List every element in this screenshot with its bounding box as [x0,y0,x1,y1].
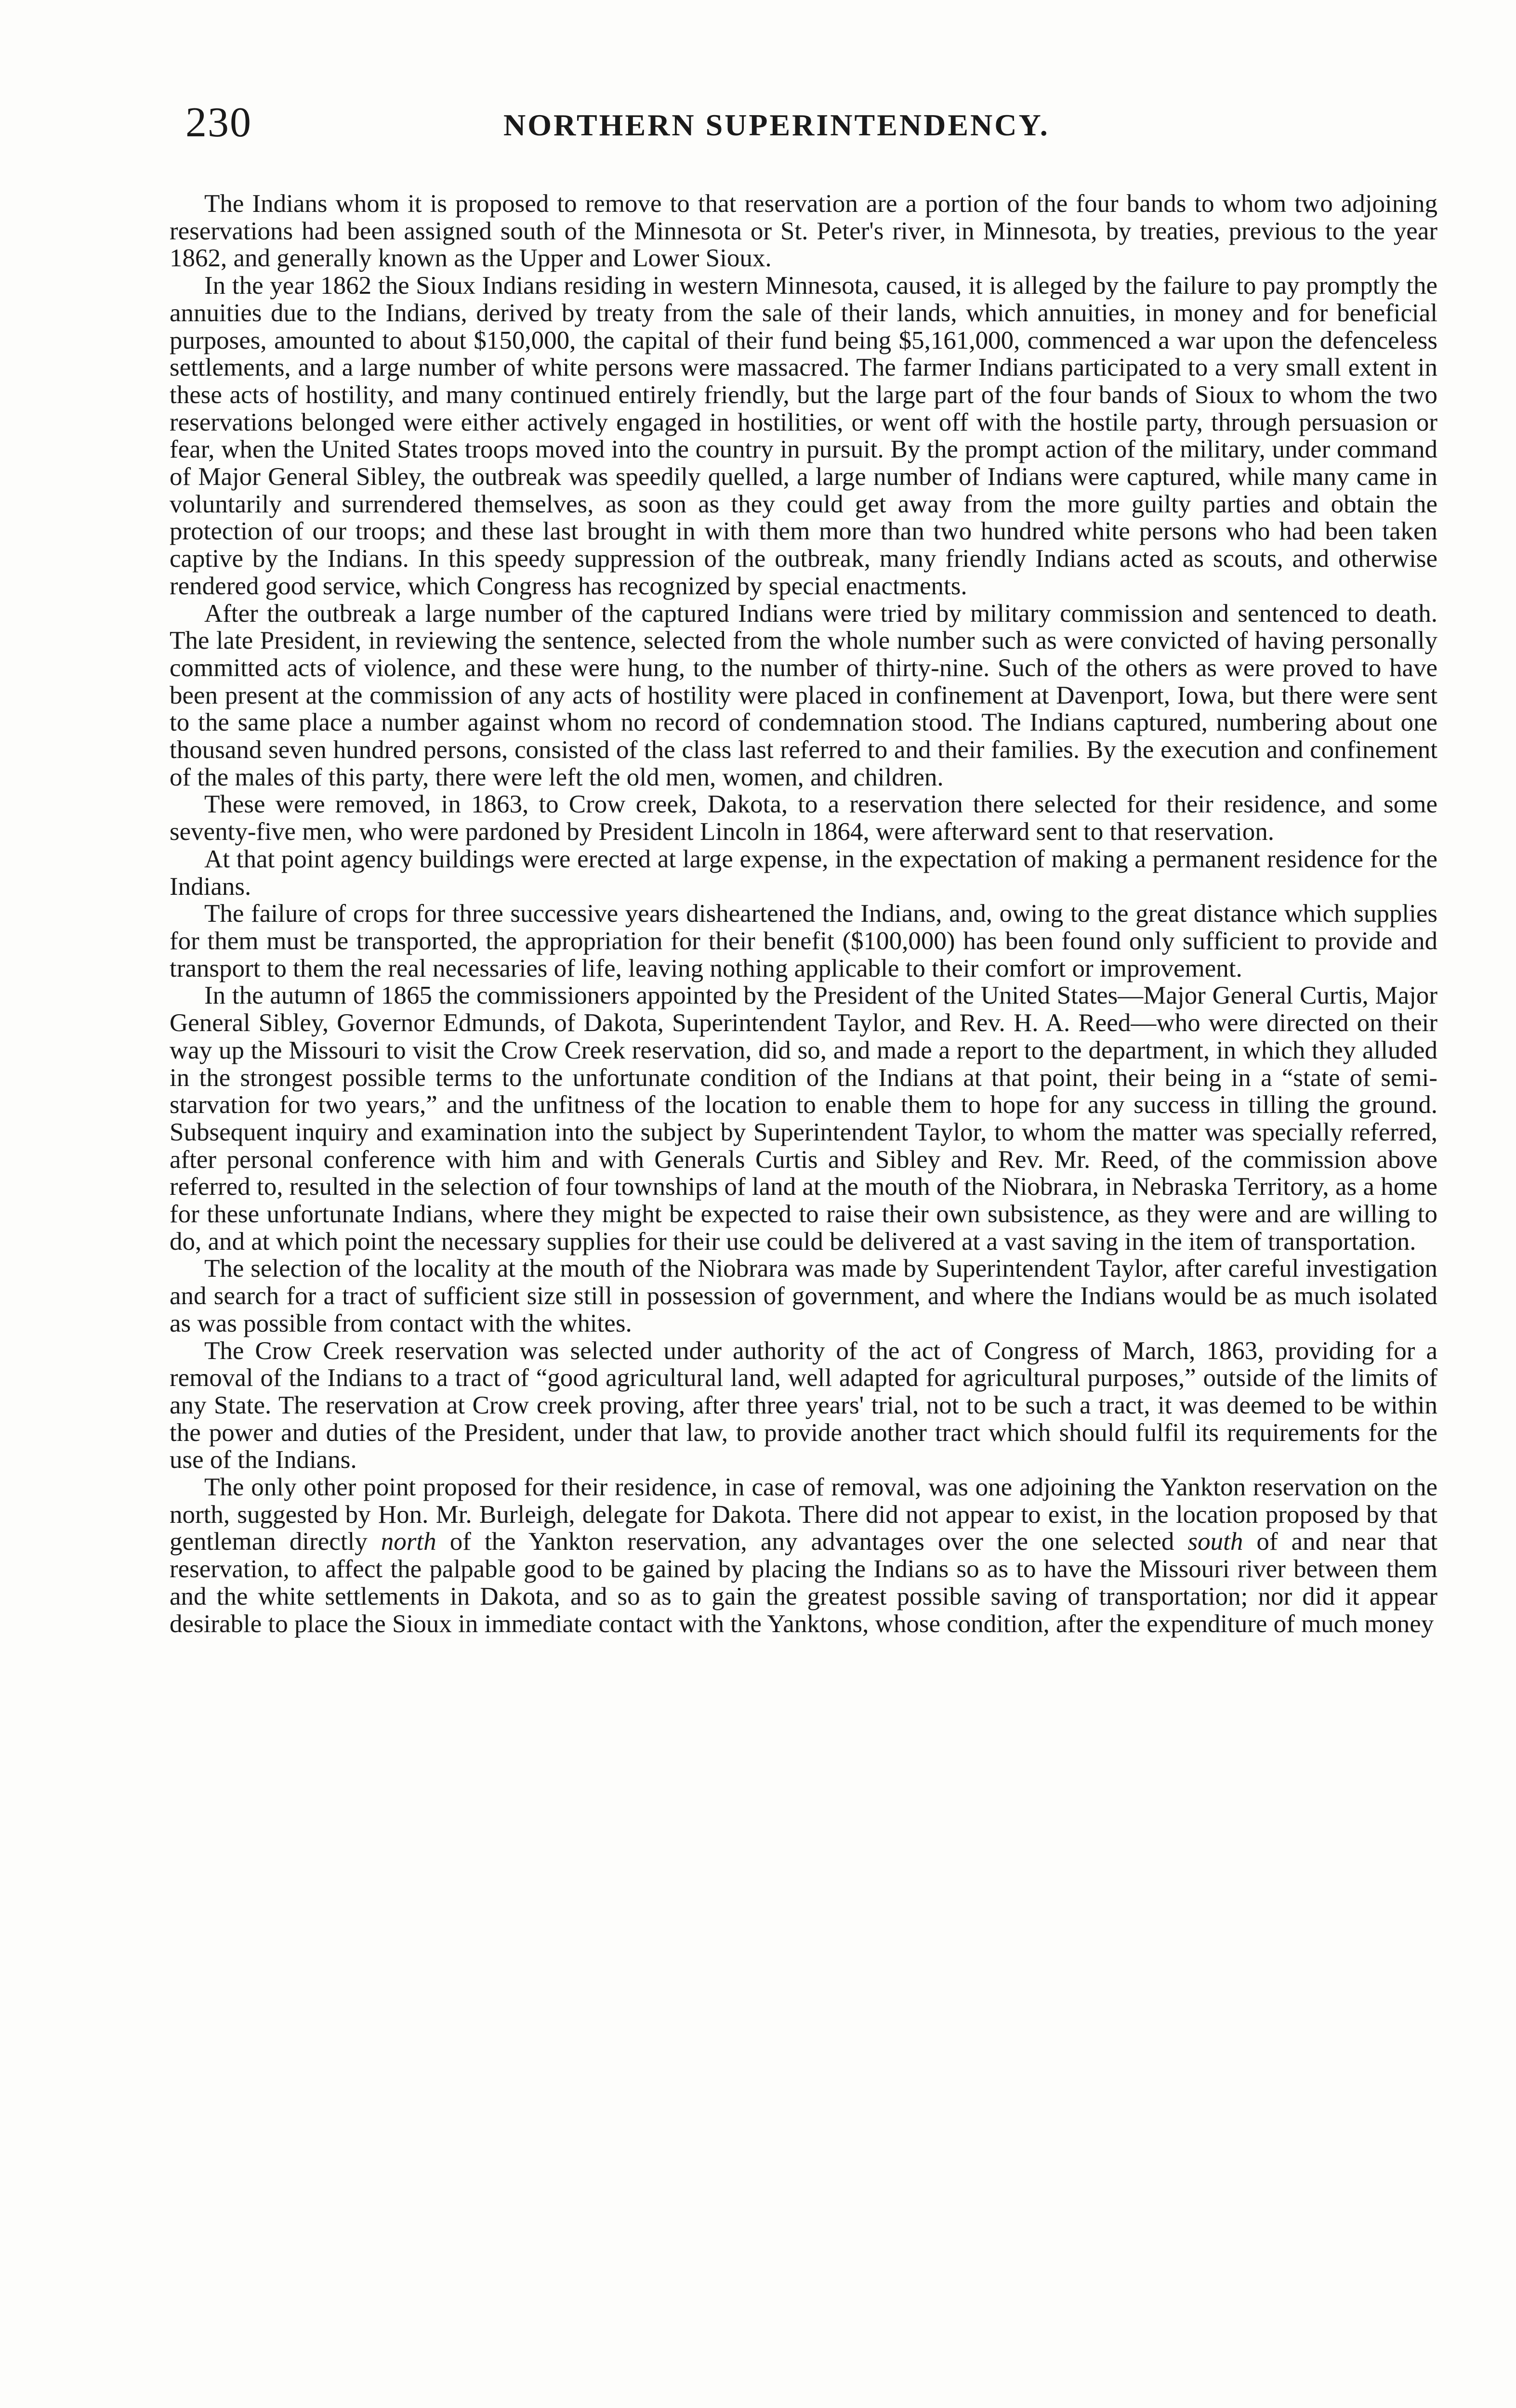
paragraph-1: The Indians whom it is proposed to remove to that reservation are a portion of the four bands to whom two adjoining reservations had been assigned south of the Minnesota or St. Peter's river, in Minnesota, by treaties, previous to the year 1862, and generally known as the Upper and Lower Sioux. [170,190,1437,273]
paragraph-7: In the autumn of 1865 the commissioners appointed by the President of the United States—Major General Curtis, Major General Sibley, Governor Edmunds, of Dakota, Superintendent Taylor, and Rev. H. A. Reed—who were directed on their way up the Missouri to visit the Crow Creek reservation, did so, and made a report to the department, in which they alluded in the strongest possible terms to the unfortunate condition of the Indians at that point, their being in a “state of semi-starvation for two years,” and the unfitness of the location to enable them to hope for any success in tilling the ground. Subsequent inquiry and examination into the subject by Superintendent Taylor, to whom the matter was specially referred, after personal conference with him and with Generals Curtis and Sibley and Rev. Mr. Reed, of the commission above referred to, resulted in the selection of four townships of land at the mouth of the Niobrara, in Nebraska Territory, as a home for these unfortunate Indians, where they might be expected to raise their own subsistence, as they were and are willing to do, and at which point the necessary supplies for their use could be delivered at a vast saving in the item of transportation. [170,982,1437,1256]
paragraph-5: At that point agency buildings were erected at large expense, in the expectation of making a permanent residence for the Indians. [170,845,1437,901]
paragraph-4: These were removed, in 1863, to Crow creek, Dakota, to a reservation there selected for their residence, and some seventy-five men, who were pardoned by President Lincoln in 1864, were afterward sent to that reservation. [170,790,1437,846]
page-number: 230 [185,99,252,146]
paragraph-6: The failure of crops for three successive years disheartened the Indians, and, owing to the great distance which supplies for them must be transported, the appropriation for their benefit ($100,000) has been found only sufficient to provide and transport to them the real necessaries of life, leaving nothing applicable to their comfort or improvement. [170,900,1437,982]
paragraph-2: In the year 1862 the Sioux Indians residing in western Minnesota, caused, it is alleged by the failure to pay promptly the annuities due to the Indians, derived by treaty from the sale of their lands, which annuities, in money and for beneficial purposes, amounted to about $150,000, the capital of their fund being $5,161,000, commenced a war upon the defenceless settlements, and a large number of white persons were massacred. The farmer Indians participated to a very small extent in these acts of hostility, and many continued entirely friendly, but the large part of the four bands of Sioux to whom the two reservations belonged were either actively engaged in hostilities, or went off with the hostile party, through persuasion or fear, when the United States troops moved into the country in pursuit. By the prompt action of the military, under command of Major General Sibley, the outbreak was speedily quelled, a large number of Indians were captured, while many came in voluntarily and surrendered themselves, as soon as they could get away from the more guilty parties and obtain the protection of our troops; and these last brought in with them more than two hundred white persons who had been taken captive by the Indians. In this speedy suppression of the outbreak, many friendly Indians acted as scouts, and otherwise rendered good service, which Congress has recognized by special enactments. [170,272,1437,600]
paragraph-10-part-1: The only other point proposed for their residence, in case of removal, was one adjoining the Yankton reservation on the north, suggested by Hon. Mr. Burleigh, delegate for Dakota. There did not appear to exist, in the location proposed by that gentleman directly [170,1473,1437,1556]
body-text [170,190,1437,1637]
italic-north: north [381,1528,436,1556]
paragraph-9: The Crow Creek reservation was selected under authority of the act of Congress of March, 1863, providing for a removal of the Indians to a tract of “good agricultural land, well adapted for agricultural purposes,” outside of the limits of any State. The reservation at Crow creek proving, after three years' trial, not to be such a tract, it was deemed to be within the power and duties of the President, under that law, to provide another tract which should fulfil its requirements for the use of the Indians. [170,1336,1437,1474]
page-header [185,96,1433,149]
paragraph-10 [170,1474,1437,1637]
paragraph-10-part-2: of the Yankton reservation, any advantages over the one selected [436,1528,1188,1556]
paragraph-8: The selection of the locality at the mouth of the Niobrara was made by Superintendent Taylor, after careful investigation and search for a tract of sufficient size still in possession of government, and where the Indians would be as much isolated as was possible from contact with the whites. [170,1255,1437,1337]
running-head: NORTHERN SUPERINTENDENCY. [503,108,1050,142]
italic-south: south [1187,1528,1243,1556]
paragraph-3: After the outbreak a large number of the captured Indians were tried by military commission and sentenced to death. The late President, in reviewing the sentence, selected from the whole number such as were convicted of having personally committed acts of violence, and these were hung, to the number of thirty-nine. Such of the others as were proved to have been present at the commission of any acts of hostility were placed in confinement at Davenport, Iowa, but there were sent to the same place a number against whom no record of condemnation stood. The Indians captured, numbering about one thousand seven hundred persons, consisted of the class last referred to and their families. By the execution and confinement of the males of this party, there were left the old men, women, and children. [170,599,1437,791]
paragraph-10-part-3: of and near that reservation, to affect the palpable good to be gained by placing the Indians so as to have the Missouri river between them and the white settlements in Dakota, and so as to gain the greatest possible saving of transportation; nor did it appear desirable to place the Sioux in immediate contact with the Yanktons, whose condition, after the expenditure of much money [170,1528,1437,1638]
